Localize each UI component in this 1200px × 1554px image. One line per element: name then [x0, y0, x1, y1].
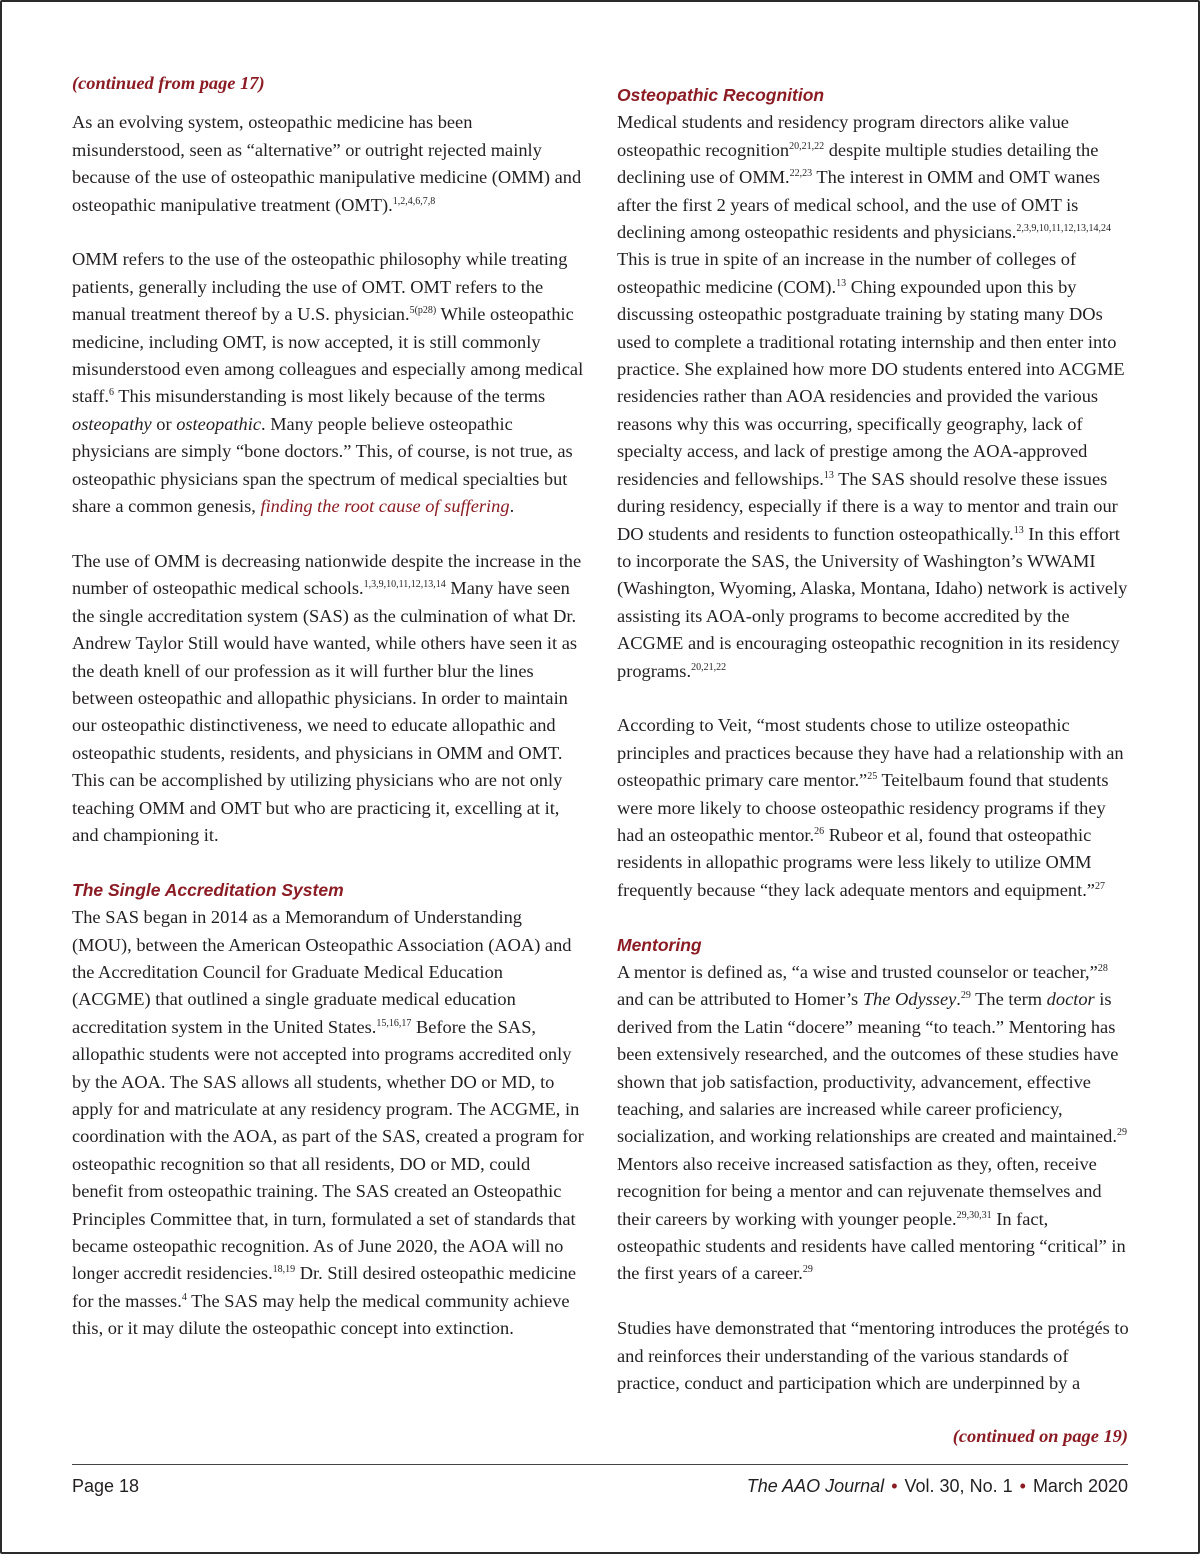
paragraph: OMM refers to the use of the osteopathic philosophy while treating patients, generally including the use of OMT. OMT refers to the manual treatment thereof by a U.S. physician.$^{5(p28)}$ While osteopathic medicine, including OMT, is now accepted, it is still commonly misunderstood even among colleagues and especially among medical staff.$^6$ This misunderstanding is most likely because of the terms osteopathy or osteopathic. Many people believe osteopathic physicians are simply “bone doctors.” This, of course, is not true, as osteopathic physicians span the spectrum of medical specialties but share a common genesis, finding the root cause of suffering. [72, 249, 584, 517]
footer-divider [72, 1464, 1128, 1465]
volume-issue: Vol. 30, No. 1 [904, 1476, 1013, 1496]
section-heading-sas: The Single Accreditation System [72, 879, 344, 900]
issue-date: March 2020 [1032, 1476, 1128, 1496]
section-heading-mentoring: Mentoring [617, 934, 702, 955]
journal-name: The AAO Journal [746, 1476, 885, 1496]
continued-on-note: (continued on page 19) [952, 1426, 1128, 1446]
paragraph: Medical students and residency program directors alike value osteopathic recognition$^{20,21,22}$ despite multiple studies detailing the declining use of OMM.$^{22,23}$ The interest in OMM and OMT wanes after the first 2 years of medical school, and the use of OMT is declining among osteopathic residents and physicians.$^{2,3,9,10,11,12,13,14,24}$ This is true in spite of an increase in the number of colleges of osteopathic medicine (COM).$^{13}$ Ching expounded upon this by discussing osteopathic postgraduate training by stating many DOs used to complete a traditional rotating internship and then enter into practice. She explained how more DO students entered into ACGME residencies rather than AOA residencies and provided the various reasons why this was occurring, specifically geography, lack of specialty access, and lack of prestige among the AOA-approved residencies and fellowships.$^{13}$ The SAS should resolve these issues during residency, especially if there is a way to mentor and train our DO students and residents to function osteopathically.$^{13}$ In this effort to incorporate the SAS, the University of Washington’s WWAMI (Washington, Wyoming, Alaska, Montana, Idaho) network is actively assisting its AOA-only programs to become accredited by the ACGME and is encouraging osteopathic recognition in its residency programs.$^{20,21,22}$ [617, 112, 1128, 681]
bullet-separator: • [891, 1476, 898, 1496]
paragraph: As an evolving system, osteopathic medicine has been misunderstood, seen as “alternative” or outright rejected mainly because of the use of osteopathic manipulative medicine (OMM) and osteopathic manipulative treatment (OMT).$^{1,2,4,6,7,8}$ [72, 112, 582, 215]
section-heading-recognition: Osteopathic Recognition [617, 85, 825, 105]
left-column [72, 70, 584, 1370]
paragraph: A mentor is defined as, “a wise and trusted counselor or teacher,”$^{28}$ and can be attributed to Homer’s The Odyssey.$^{29}$ The term doctor is derived from the Latin “docere” meaning “to teach.” Mentoring has been extensively researched, and the outcomes of these studies have shown that job satisfaction, productivity, advancement, effective teaching, and salaries are increased while career proficiency, socialization, and working relationships are created and maintained.$^{29}$ Mentors also receive increased satisfaction as they, often, receive recognition for being a mentor and can rejuvenate themselves and their careers by working with younger people.$^{29,30,31}$ In fact, osteopathic students and residents have called mentoring “critical” in the first years of a career.$^{29}$ [617, 961, 1127, 1284]
bullet-separator: • [1019, 1476, 1026, 1496]
page-number: Page 18 [72, 1476, 140, 1496]
right-column [617, 82, 1131, 1425]
paragraph: According to Veit, “most students chose to utilize osteopathic principles and practices because they have had a relationship with an osteopathic primary care mentor.”$^{25}$ Teitelbaum found that students were more likely to choose osteopathic residency programs if they had an osteopathic mentor.$^{26}$ Rubeor et al, found that osteopathic residents in allopathic programs were less likely to utilize OMM frequently because “they lack adequate mentors and equipment.”$^{27}$ [617, 715, 1124, 900]
journal-info [747, 1473, 1128, 1499]
paragraph: The use of OMM is decreasing nationwide despite the increase in the number of osteopathic medical schools.$^{1,3,9,10,11,12,13,14}$ Many have seen the single accreditation system (SAS) as the culmination of what Dr. Andrew Taylor Still would have wanted, while others have seen it as the death knell of our profession as it will further blur the lines between osteopathic and allopathic physicians. In order to maintain our osteopathic distinctiveness, we need to educate allopathic and osteopathic students, residents, and physicians in OMM and OMT. This can be accomplished by utilizing physicians who are not only teaching OMM and OMT but who are practicing it, excelling at it, and championing it. [72, 550, 582, 845]
paragraph: Studies have demonstrated that “mentoring introduces the protégés to and reinforces their understanding of the various standards of practice, conduct and participation which are underpinned by a [617, 1318, 1129, 1394]
paragraph: The SAS began in 2014 as a Memorandum of Understanding (MOU), between the American Osteopathic Association (AOA) and the Accreditation Council for Graduate Medical Education (ACGME) that outlined a single graduate medical education accreditation system in the United States.$^{15,16,17}$ Before the SAS, allopathic students were not accepted into programs accredited only by the AOA. The SAS allows all students, whether DO or MD, to apply for and matriculate at any residency program. The ACGME, in coordination with the AOA, as part of the SAS, created a program for osteopathic recognition so that all residents, DO or MD, could benefit from osteopathic training. The SAS created an Osteopathic Principles Committee that, in turn, formulated a set of standards that became osteopathic recognition. As of June 2020, the AOA will no longer accredit residencies.$^{18,19}$ Dr. Still desired osteopathic medicine for the masses.$^4$ The SAS may help the medical community achieve this, or it may dilute the osteopathic concept into extinction. [72, 907, 584, 1339]
continued-from-note: (continued from page 17) [72, 73, 265, 93]
